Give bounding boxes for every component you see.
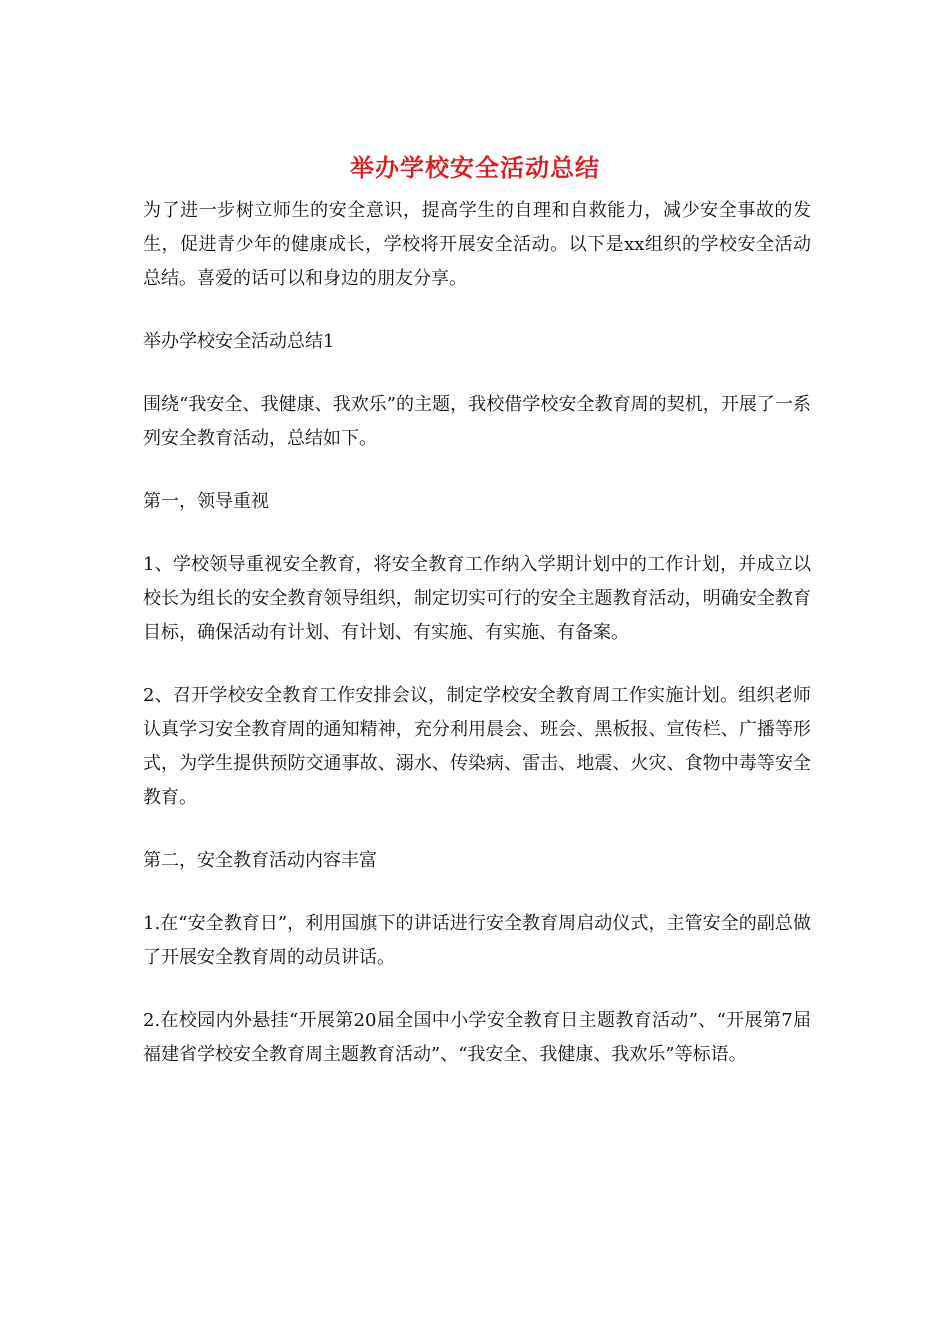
body-paragraph: 1、学校领导重视安全教育，将安全教育工作纳入学期计划中的工作计划，并成立以校长为组长的安全教育领导组织，制定切实可行的安全主题教育活动，明确安全教育目标，确保活动有计划、有计划、有实施、有实施、有备案。 [143,554,811,643]
subsection-heading: 第二，安全教育活动内容丰富 [143,850,377,871]
document-title: 举办学校安全活动总结 [350,153,600,182]
body-paragraph: 1.在“安全教育日”，利用国旗下的讲话进行安全教育周启动仪式，主管安全的副总做了开展安全教育周的动员讲话。 [143,913,811,968]
document-body [143,194,811,1072]
body-paragraph: 2、召开学校安全教育工作安排会议，制定学校安全教育周工作实施计划。组织老师认真学习安全教育周的通知精神，充分利用晨会、班会、黑板报、宣传栏、广播等形式，为学生提供预防交通事故、溺水、传染病、雷击、地震、火灾、食物中毒等安全教育。 [143,685,811,808]
section-heading: 举办学校安全活动总结1 [143,331,335,352]
body-paragraph: 围绕“我安全、我健康、我欢乐”的主题，我校借学校安全教育周的契机，开展了一系列安全教育活动，总结如下。 [143,394,811,449]
body-paragraph: 2.在校园内外悬挂“开展第20届全国中小学安全教育日主题教育活动”、“开展第7届福建省学校安全教育周主题教育活动”、“我安全、我健康、我欢乐”等标语。 [143,1010,811,1065]
subsection-heading: 第一，领导重视 [143,491,269,512]
intro-paragraph: 为了进一步树立师生的安全意识，提高学生的自理和自救能力，减少安全事故的发生，促进青少年的健康成长，学校将开展安全活动。以下是xx组织的学校安全活动总结。喜爱的话可以和身边的朋友分享。 [143,200,811,289]
